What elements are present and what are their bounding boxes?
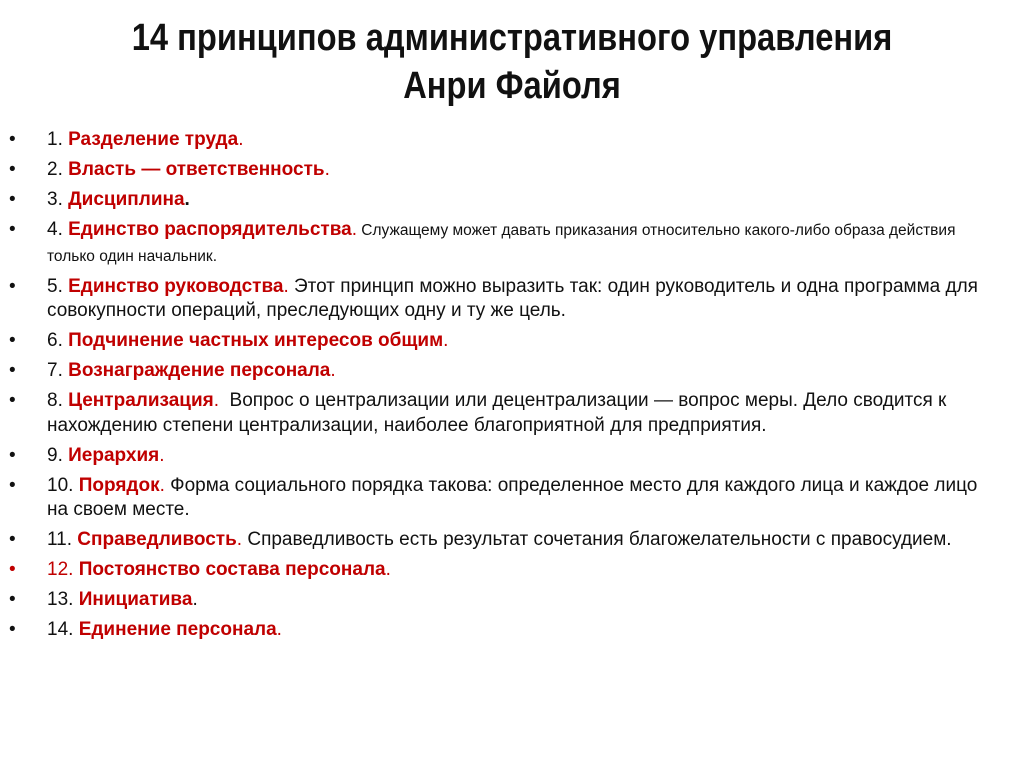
item-term-tail: . bbox=[159, 444, 165, 466]
item-number: 6. bbox=[47, 330, 69, 351]
item-term: Единство руководства bbox=[68, 275, 284, 297]
item-term-tail: . bbox=[184, 189, 190, 210]
item-term-tail: . bbox=[192, 589, 198, 610]
list-item bbox=[9, 618, 997, 643]
item-number: 11. bbox=[47, 529, 78, 550]
bullet-icon: • bbox=[9, 275, 16, 297]
list-item bbox=[9, 218, 997, 269]
list-item bbox=[9, 275, 997, 324]
item-term: Единство распорядительства bbox=[68, 219, 352, 240]
item-number: 7. bbox=[47, 360, 69, 381]
item-description: Этот принцип можно выразить так: один руководитель и одна программа для совокупности операций, преследующих одну и ту же цель. bbox=[47, 275, 978, 321]
principles-list bbox=[9, 128, 997, 648]
item-number: 1. bbox=[47, 129, 69, 150]
item-term: Разделение труда bbox=[68, 129, 239, 150]
bullet-icon: • bbox=[9, 330, 16, 351]
bullet-icon: • bbox=[9, 219, 16, 240]
item-term-tail: . bbox=[330, 360, 336, 381]
item-number: 9. bbox=[47, 444, 69, 466]
item-term: Инициатива bbox=[78, 589, 193, 610]
item-term: Централизация bbox=[68, 390, 214, 411]
item-number: 13. bbox=[47, 589, 79, 610]
item-term-tail: . bbox=[236, 529, 243, 550]
bullet-icon: • bbox=[9, 619, 16, 640]
title-line-2: Анри Файоля bbox=[403, 65, 621, 107]
item-term: Подчинение частных интересов общим bbox=[68, 330, 444, 351]
list-item bbox=[9, 329, 997, 354]
list-item bbox=[9, 444, 997, 469]
bullet-icon: • bbox=[9, 360, 16, 381]
item-term: Справедливость bbox=[77, 529, 237, 550]
item-term-tail: . bbox=[443, 330, 449, 351]
bullet-icon: • bbox=[9, 129, 16, 150]
item-term-tail: . bbox=[351, 219, 357, 240]
item-number: 12. bbox=[47, 559, 79, 580]
title-line-1: 14 принципов административного управления bbox=[131, 17, 893, 59]
bullet-icon: • bbox=[9, 159, 16, 180]
item-term-tail: . bbox=[276, 619, 282, 640]
item-term: Единение персонала bbox=[78, 619, 277, 640]
bullet-icon: • bbox=[9, 559, 16, 580]
item-number: 8. bbox=[47, 390, 69, 411]
item-number: 4. bbox=[47, 219, 69, 240]
item-term: Постоянство состава персонала bbox=[78, 559, 386, 580]
list-item bbox=[9, 558, 997, 583]
item-term-tail: . bbox=[213, 390, 219, 411]
item-term: Власть — ответственность bbox=[68, 159, 325, 180]
bullet-icon: • bbox=[9, 390, 16, 411]
item-term: Дисциплина bbox=[68, 189, 185, 210]
list-item bbox=[9, 389, 997, 438]
item-term-tail: . bbox=[324, 159, 330, 180]
list-item bbox=[9, 588, 997, 613]
list-item bbox=[9, 474, 997, 523]
bullet-icon: • bbox=[9, 189, 16, 210]
item-term-tail: . bbox=[159, 474, 165, 496]
bullet-icon: • bbox=[9, 529, 16, 550]
item-description: Форма социального порядка такова: определенное место для каждого лица и каждое лицо на своем месте. bbox=[47, 474, 978, 520]
item-number: 5. bbox=[47, 275, 69, 297]
item-term-tail: . bbox=[283, 275, 289, 297]
bullet-icon: • bbox=[9, 589, 16, 610]
item-number: 10. bbox=[47, 474, 79, 496]
item-number: 3. bbox=[47, 189, 69, 210]
item-term: Порядок bbox=[78, 474, 160, 496]
item-term-tail: . bbox=[385, 559, 391, 580]
item-term: Иерархия bbox=[68, 444, 160, 466]
item-number: 14. bbox=[47, 619, 79, 640]
bullet-icon: • bbox=[9, 444, 16, 466]
item-description: Вопрос о централизации или децентрализации — вопрос меры. Дело сводится к нахождению степени централизации, наиболее благоприятной для предприятия. bbox=[47, 390, 952, 436]
list-item bbox=[9, 359, 997, 384]
list-item bbox=[9, 188, 997, 213]
page-title bbox=[72, 14, 953, 110]
list-item bbox=[9, 528, 997, 553]
list-item bbox=[9, 158, 997, 183]
list-item bbox=[9, 128, 997, 153]
item-term-tail: . bbox=[238, 129, 244, 150]
item-term: Вознаграждение персонала bbox=[68, 360, 331, 381]
item-description: Справедливость есть результат сочетания благожелательности с правосудием. bbox=[242, 529, 952, 550]
item-description: Служащему может давать приказания относительно какого-либо образа действия только один начальник. bbox=[47, 222, 956, 265]
bullet-icon: • bbox=[9, 474, 16, 496]
item-number: 2. bbox=[47, 159, 69, 180]
